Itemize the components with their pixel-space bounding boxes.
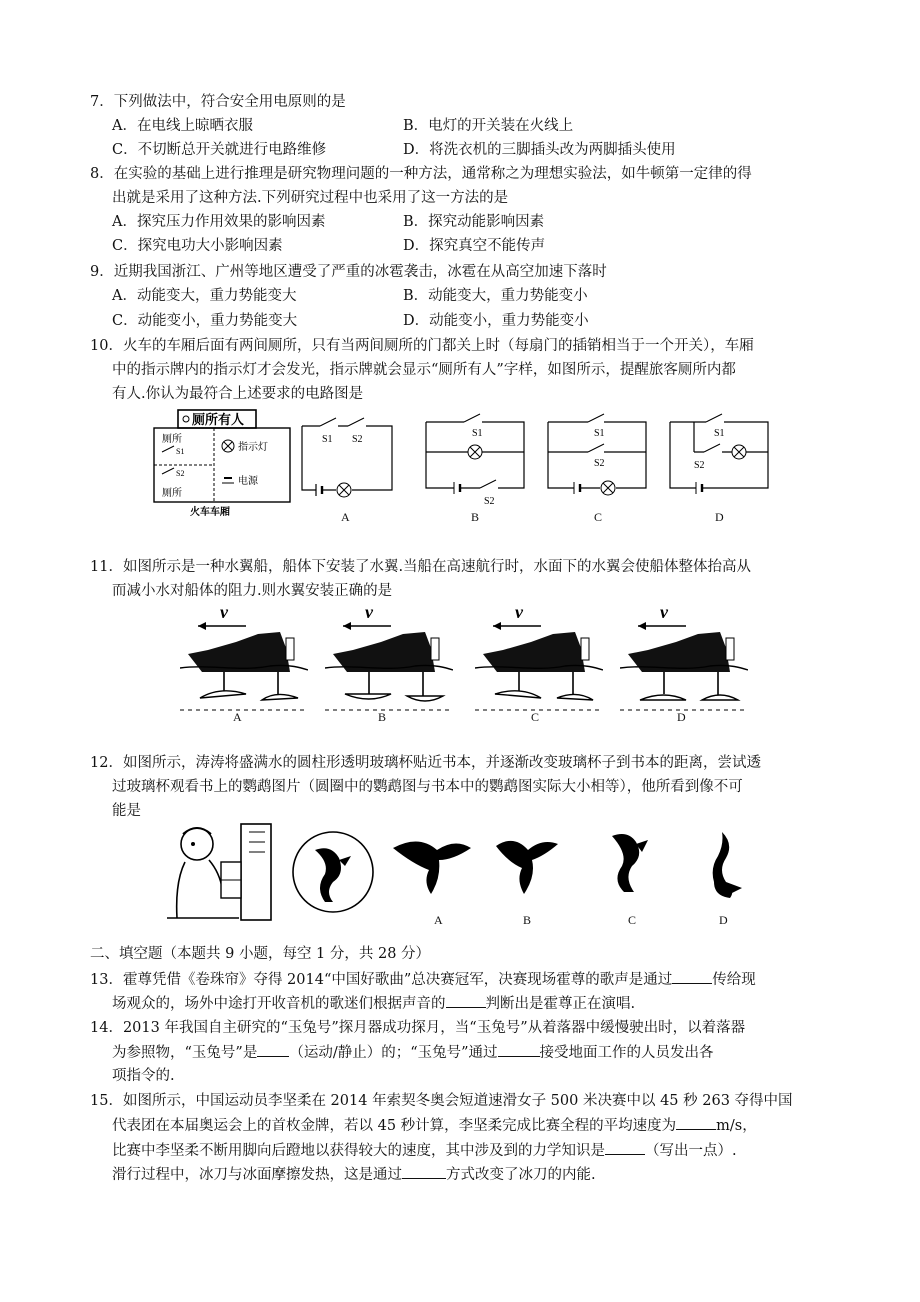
q8-option-c: C．探究电功大小影响因素	[112, 238, 283, 254]
q9-option-b: B．动能变大，重力势能变小	[403, 288, 588, 304]
q11-stem-line2: 而减小水对船体的阻力.则水翼安装正确的是	[112, 583, 393, 599]
velocity-label: v	[365, 602, 373, 622]
q15-text-5: （写出一点）.	[645, 1143, 737, 1159]
circuit-d-label: D	[715, 510, 724, 524]
parrot-image-c	[598, 826, 654, 900]
q10-stem-line2: 中的指示牌内的指示灯才会发光，指示牌就会显示“厕所有人”字样，如图所示，提醒旅客厕所内都	[112, 362, 736, 378]
q12-stem-line2: 过玻璃杯观看书上的鹦鹉图片（圆圈中的鹦鹉图与书本中的鹦鹉图实际大小相等），他所看到像不可	[112, 779, 743, 795]
boy-reading-figure	[165, 822, 385, 922]
parrot-label-c: C	[628, 913, 637, 927]
q15-blank-1[interactable]	[676, 1115, 716, 1130]
q10-stem-line3: 有人.你认为最符合上述要求的电路图是	[112, 386, 364, 402]
hydrofoil-label-c: C	[531, 710, 540, 724]
q7-option-d: D．将洗衣机的三脚插头改为两脚插头使用	[403, 142, 676, 158]
circuit-c	[542, 408, 654, 498]
switch-s2-label: S2	[594, 458, 605, 469]
switch-s1-label: S1	[472, 428, 483, 439]
q15-text-6: 滑行过程中，冰刀与冰面摩擦发热，这是通过	[112, 1167, 402, 1183]
circuit-b-label: B	[471, 510, 480, 524]
q8-option-b: B．探究动能影响因素	[403, 214, 545, 230]
switch-s1-label: S1	[714, 428, 725, 439]
q13-text-4: 判断出是霍尊正在演唱.	[485, 996, 636, 1012]
q14-line1: 14．2013 年我国自主研究的“玉兔号”探月器成功探月，当“玉兔号”从着落器中缓慢驶出时，以着落器	[90, 1020, 746, 1036]
q15-line1: 15．如图所示，中国运动员李坚柔在 2014 年索契冬奥会短道速滑女子 500 米决赛中以 45 秒 263 夺得中国	[90, 1093, 793, 1109]
q15-text-7: 方式改变了冰刀的内能.	[446, 1167, 596, 1183]
q13-text-2: 传给现	[712, 972, 756, 988]
switch-s1-label: S1	[322, 434, 333, 445]
toilet1-label: 厕所	[162, 434, 182, 445]
circuit-a	[292, 408, 402, 498]
section-2-title: 二、填空题（本题共 9 小题，每空 1 分，共 28 分）	[90, 946, 431, 962]
parrot-label-d: D	[719, 913, 728, 927]
q8-stem-line2: 出就是采用了这种方法.下列研究过程中也采用了这一方法的是	[112, 190, 509, 206]
velocity-label: v	[660, 602, 668, 622]
q14-blank-1[interactable]	[257, 1042, 289, 1057]
parrot-image-d	[700, 826, 750, 902]
q12-stem-line3: 能是	[112, 803, 141, 819]
q14-text-3: （运动/静止）的；“玉兔号”通过	[289, 1045, 498, 1061]
velocity-label: v	[220, 602, 228, 622]
velocity-label: v	[515, 602, 523, 622]
q15-text-3: m/s，	[716, 1118, 757, 1134]
hydrofoil-label-d: D	[677, 710, 686, 724]
q15-text-4: 比赛中李坚柔不断用脚向后蹬地以获得较大的速度，其中涉及到的力学知识是	[112, 1143, 605, 1159]
parrot-image-a	[385, 830, 477, 900]
toilet2-label: 厕所	[162, 488, 182, 499]
q13-blank-1[interactable]	[672, 969, 712, 984]
q7-option-a: A．在电线上晾晒衣服	[112, 118, 253, 134]
q14-text-4: 接受地面工作的人员发出各	[539, 1045, 714, 1061]
parrot-label-b: B	[523, 913, 532, 927]
q15-blank-3[interactable]	[402, 1164, 446, 1179]
q9-stem: 9．近期我国浙江、广州等地区遭受了严重的冰雹袭击，冰雹在从高空加速下落时	[90, 264, 607, 280]
power-label: 电源	[238, 476, 258, 487]
switch1-label: S1	[176, 447, 185, 456]
q15-line2	[112, 1115, 757, 1136]
lamp-label: 指示灯	[238, 442, 268, 453]
switch2-label: S2	[176, 469, 185, 478]
switch-s2-label: S2	[484, 496, 495, 507]
hydrofoil-boat-d	[620, 602, 748, 712]
sign-label: 厕所有人	[192, 412, 245, 427]
q13-line1	[90, 969, 756, 990]
circuit-b	[420, 408, 532, 508]
q14-blank-2[interactable]	[498, 1042, 540, 1057]
q7-option-c: C．不切断总开关就进行电路维修	[112, 142, 327, 158]
train-sign-figure	[152, 408, 292, 518]
q7-option-b: B．电灯的开关装在火线上	[403, 118, 574, 134]
parrot-label-a: A	[434, 913, 443, 927]
q15-line3	[112, 1140, 737, 1161]
q14-line3: 项指令的.	[112, 1068, 175, 1084]
q9-option-d: D．动能变小，重力势能变小	[403, 313, 589, 329]
q8-stem-line1: 8．在实验的基础上进行推理是研究物理问题的一种方法，通常称之为理想实验法，如牛顿第一定律的得	[90, 166, 752, 182]
hydrofoil-label-b: B	[378, 710, 387, 724]
carriage-caption: 火车车厢	[190, 507, 230, 518]
q13-blank-2[interactable]	[446, 993, 486, 1008]
q13-text-3: 场观众的，场外中途打开收音机的歌迷们根据声音的	[112, 996, 446, 1012]
circuit-d	[664, 408, 776, 498]
switch-s2-label: S2	[694, 460, 705, 471]
q13-text-1: 13．霍尊凭借《卷珠帘》夺得 2014“中国好歌曲”总决赛冠军，决赛现场霍尊的歌声是通过	[90, 972, 673, 988]
hydrofoil-boat-a	[180, 602, 308, 712]
circuit-c-label: C	[594, 510, 603, 524]
q14-text-2: 为参照物，“玉兔号”是	[112, 1045, 258, 1061]
q10-stem-line1: 10．火车的车厢后面有两间厕所，只有当两间厕所的门都关上时（每扇门的插销相当于一个开关），车厢	[90, 338, 754, 354]
q11-stem-line1: 11．如图所示是一种水翼船，船体下安装了水翼.当船在高速航行时，水面下的水翼会使船体整体抬高从	[90, 559, 752, 575]
circuit-a-label: A	[341, 510, 350, 524]
q9-option-c: C．动能变小，重力势能变大	[112, 313, 298, 329]
q14-line2	[112, 1042, 714, 1063]
q13-line2	[112, 993, 635, 1014]
q12-stem-line1: 12．如图所示，涛涛将盛满水的圆柱形透明玻璃杯贴近书本，并逐渐改变玻璃杯子到书本的距离，尝试透	[90, 755, 761, 771]
q15-text-2: 代表团在本届奥运会上的首枚金牌，若以 45 秒计算，李坚柔完成比赛全程的平均速度为	[112, 1118, 677, 1134]
parrot-image-b	[490, 830, 564, 900]
q7-stem: 7．下列做法中，符合安全用电原则的是	[90, 94, 346, 110]
q15-blank-2[interactable]	[605, 1140, 645, 1155]
q9-option-a: A．动能变大，重力势能变大	[112, 288, 297, 304]
hydrofoil-boat-c	[475, 602, 603, 712]
q8-option-a: A．探究压力作用效果的影响因素	[112, 214, 326, 230]
hydrofoil-label-a: A	[233, 710, 242, 724]
switch-s2-label: S2	[352, 434, 363, 445]
q8-option-d: D．探究真空不能传声	[403, 238, 546, 254]
q15-line4	[112, 1164, 596, 1185]
hydrofoil-boat-b	[325, 602, 453, 712]
switch-s1-label: S1	[594, 428, 605, 439]
